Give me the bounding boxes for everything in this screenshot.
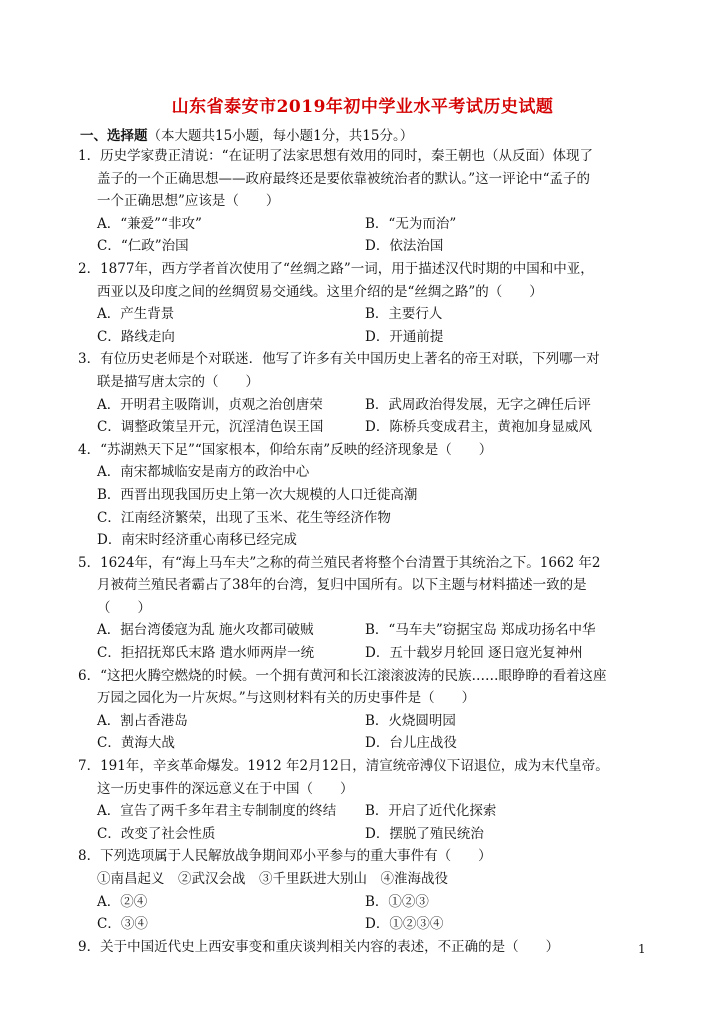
- question-stem-continued: ①南昌起义 ②武汉会战 ③千里跃进大别山 ④淮海战役: [97, 871, 448, 887]
- answer-option: C．路线走向: [97, 328, 175, 345]
- question-stem: 3．有位历史老师是个对联迷．他写了许多有关中国历史上著名的帝王对联，下列哪一对: [78, 351, 600, 368]
- question-5: [78, 552, 658, 665]
- answer-option: A．宣告了两千多年君主专制制度的终结: [97, 803, 337, 820]
- answer-option: B．“无为而治”: [365, 215, 457, 232]
- answer-option: D．台儿庄战役: [365, 735, 457, 752]
- answer-option: A．产生背景: [97, 306, 175, 323]
- answer-option: A．据台湾倭寇为乱 施火攻都司破贼: [97, 622, 314, 639]
- question-stem-continued: 这一历史事件的深远意义在于中国（ ）: [97, 780, 354, 797]
- question-stem-continued: （ ）: [97, 599, 151, 616]
- answer-option: B．主要行人: [365, 306, 443, 323]
- answer-option: D．①②③④: [365, 916, 444, 933]
- question-stem-continued: 月被荷兰殖民者霸占了38年的台湾，复归中国所有。以下主题与材料描述一致的是: [97, 577, 587, 594]
- exam-title: 山东省泰安市2019年初中学业水平考试历史试题: [171, 97, 554, 117]
- option-row: [78, 913, 658, 936]
- question-4: [78, 439, 658, 552]
- answer-option: A．开明君主吸隋训，贞观之治创唐荣: [97, 396, 323, 413]
- questions-list: [78, 145, 658, 958]
- question-6: [78, 665, 658, 755]
- answer-option: B．武周政治得发展，无字之碑任后评: [365, 396, 591, 413]
- question-stem-continued: 西亚以及印度之间的丝绸贸易交通线。这里介绍的是“丝绸之路”的（ ）: [97, 283, 543, 300]
- answer-option: D．南宋时经济重心南移已经完成: [97, 532, 297, 549]
- answer-option: C．黄海大战: [97, 735, 175, 752]
- option-row: [78, 326, 658, 349]
- answer-option: B．开启了近代化探索: [365, 803, 497, 820]
- answer-option: C．“仁政”治国: [97, 238, 189, 255]
- answer-option: D．依法治国: [365, 238, 444, 255]
- answer-option: C．改变了社会性质: [97, 825, 216, 842]
- question-3: [78, 348, 658, 438]
- option-row: [78, 416, 658, 439]
- answer-option: B．“马车夫”窃据宝岛 郑成功扬名中华: [365, 622, 596, 639]
- question-stem: 2．1877年，西方学者首次使用了“丝绸之路”一词，用于描述汉代时期的中国和中亚，: [78, 260, 594, 277]
- answer-option: B．西晋出现我国历史上第一次大规模的人口迁徙高潮: [97, 486, 418, 503]
- option-row: [78, 642, 658, 665]
- answer-option: C．江南经济繁荣，出现了玉米、花生等经济作物: [97, 509, 391, 526]
- section-note: （本大题共15小题，每小题1分，共15分。）: [147, 128, 414, 144]
- answer-option: C．调整政策呈开元，沉淫清色误王国: [97, 419, 324, 436]
- option-row: [78, 213, 658, 236]
- answer-option: B．①②③: [365, 893, 429, 910]
- answer-option: A．“兼爱”“非攻”: [97, 215, 202, 232]
- question-2: [78, 258, 658, 348]
- answer-option: D．开通前提: [365, 328, 444, 345]
- question-stem: 7．191年，辛亥革命爆发。1912 年2月12日，清宣统帝溥仪下诏退位，成为末代皇帝。: [78, 758, 609, 775]
- option-row: [78, 800, 658, 823]
- answer-option: A．②④: [97, 893, 148, 910]
- question-8: [78, 845, 658, 935]
- answer-option: C．拒招抚郑氏末路 遣水师两岸一统: [97, 645, 315, 662]
- question-1: [78, 145, 658, 258]
- option-row: [78, 303, 658, 326]
- option-row: [78, 619, 658, 642]
- option-row: [78, 823, 658, 846]
- question-stem: 4．“苏湖熟天下足”“国家根本，仰给东南”反映的经济现象是（ ）: [78, 441, 493, 458]
- answer-option: D．五十载岁月轮回 逐日寇光复神州: [365, 645, 583, 662]
- answer-option: D．摆脱了殖民统治: [365, 825, 484, 842]
- option-row: [78, 710, 658, 733]
- option-row: [78, 394, 658, 417]
- question-stem: 6．“这把火腾空燃烧的时候。一个拥有黄河和长江滚滚波涛的民族……眼睁睁的看着这座: [78, 667, 607, 684]
- option-row: [78, 235, 658, 258]
- question-7: [78, 755, 658, 845]
- section-title: 一、选择题: [80, 128, 148, 144]
- option-row: [78, 732, 658, 755]
- question-stem: 5．1624年，有“海上马车夫”之称的荷兰殖民者将整个台清置于其统治之下。1662 年2: [78, 554, 601, 571]
- question-stem-continued: 联是描写唐太宗的（ ）: [97, 373, 259, 390]
- question-stem-continued: 万园之园化为一片灰烬。”与这则材料有关的历史事件是（ ）: [97, 690, 476, 707]
- page-number: 1: [638, 942, 646, 956]
- question-stem-continued: 盖子的一个正确思想——政府最终还是要依靠被统治者的默认。”这一评论中“孟子的: [97, 170, 591, 187]
- option-row: [78, 891, 658, 914]
- question-stem-continued: 一个正确思想”应该是（ ）: [97, 193, 280, 210]
- answer-option: D．陈桥兵变成君主，黄袍加身显威风: [365, 419, 592, 436]
- answer-option: A．南宋都城临安是南方的政治中心: [97, 464, 310, 481]
- section-heading: [80, 124, 413, 144]
- question-stem: 8．下列选项属于人民解放战争期间邓小平参与的重大事件有（ ）: [78, 848, 492, 865]
- answer-option: B．火烧圆明园: [365, 712, 456, 729]
- question-stem: 1．历史学家费正清说：“在证明了法家思想有效用的同时，秦王朝也（从反面）体现了: [78, 148, 593, 164]
- answer-option: C．③④: [97, 916, 148, 933]
- question-9: [78, 936, 658, 959]
- answer-option: A．割占香港岛: [97, 712, 188, 729]
- question-stem: 9．关于中国近代史上西安事变和重庆谈判相关内容的表述，不正确的是（ ）: [78, 938, 560, 955]
